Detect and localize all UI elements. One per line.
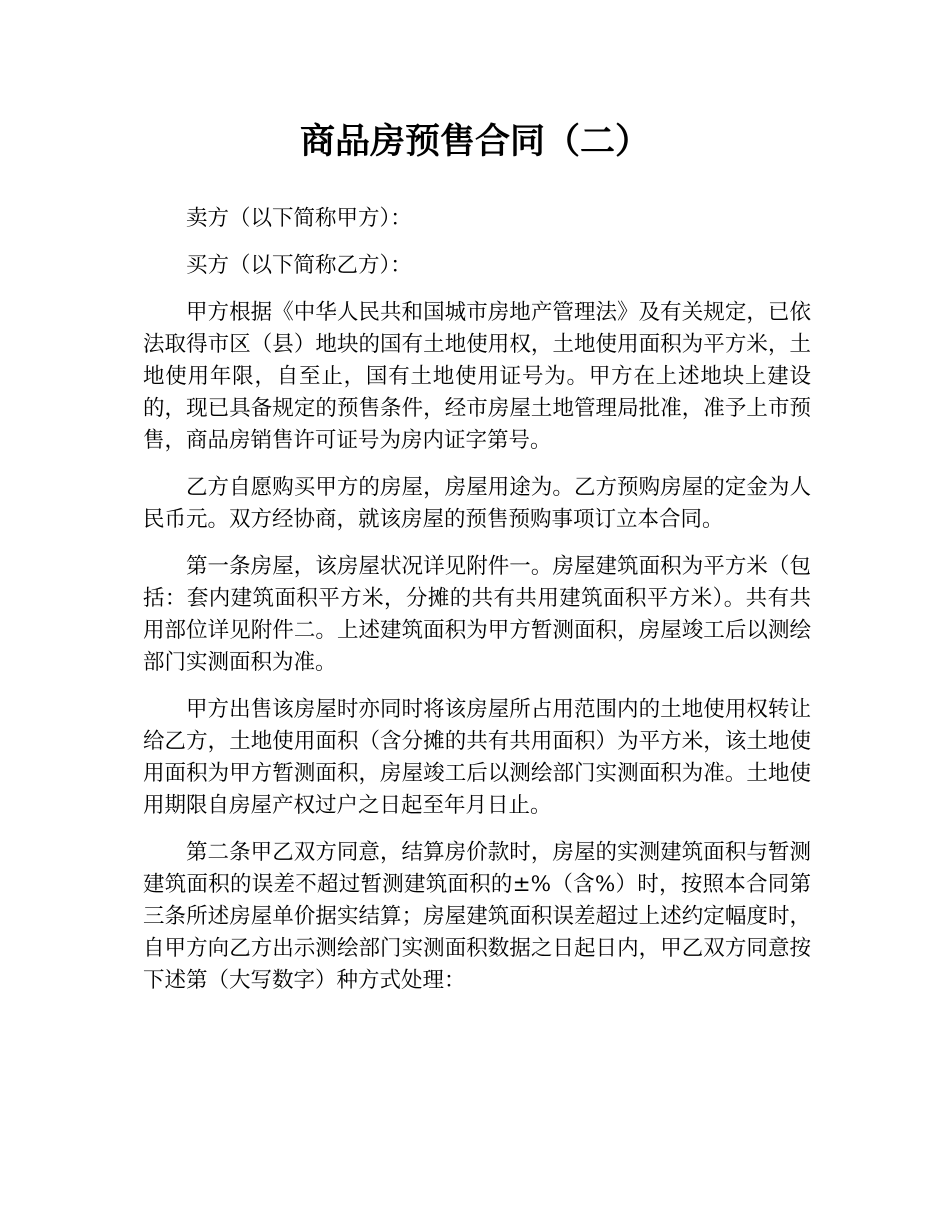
land-use-paragraph: 甲方出售该房屋时亦同时将该房屋所占用范围内的土地使用权转让给乙方，土地使用面积（含分摊的共有共用面积）为平方米，该土地使用面积为甲方暂测面积，房屋竣工后以测绘部门实测面积为准。土地使用期限自房屋产权过户之日起至年月日止。 — [143, 697, 811, 818]
preamble-paragraph: 甲方根据《中华人民共和国城市房地产管理法》及有关规定，已依法取得市区（县）地块的国有土地使用权，土地使用面积为平方米，土地使用年限，自至止，国有土地使用证号为。甲方在上述地块上建设的，现已具备规定的预售条件，经市房屋土地管理局批准，准予上市预售，商品房销售许可证号为房内证字第号。 — [143, 300, 811, 453]
document-body — [143, 203, 811, 1012]
article-2-paragraph: 第二条甲乙双方同意，结算房价款时，房屋的实测建筑面积与暂测建筑面积的误差不超过暂测建筑面积的±%（含%）时，按照本合同第三条所述房屋单价据实结算；房屋建筑面积误差超过上述约定幅度时，自甲方向乙方出示测绘部门实测面积数据之日起日内，甲乙双方同意按下述第（大写数字）种方式处理： — [143, 840, 811, 993]
seller-line: 卖方（以下简称甲方）： — [186, 206, 412, 231]
article-1-paragraph: 第一条房屋，该房屋状况详见附件一。房屋建筑面积为平方米（包括：套内建筑面积平方米，分摊的共有共用建筑面积平方米）。共有共用部位详见附件二。上述建筑面积为甲方暂测面积，房屋竣工后以测绘部门实测面积为准。 — [143, 554, 811, 675]
buyer-line: 买方（以下简称乙方）： — [186, 253, 412, 278]
document-title: 商品房预售合同（二） — [299, 122, 650, 162]
purchase-intent-paragraph: 乙方自愿购买甲方的房屋，房屋用途为。乙方预购房屋的定金为人民币元。双方经协商，就该房屋的预售预购事项订立本合同。 — [143, 475, 811, 532]
